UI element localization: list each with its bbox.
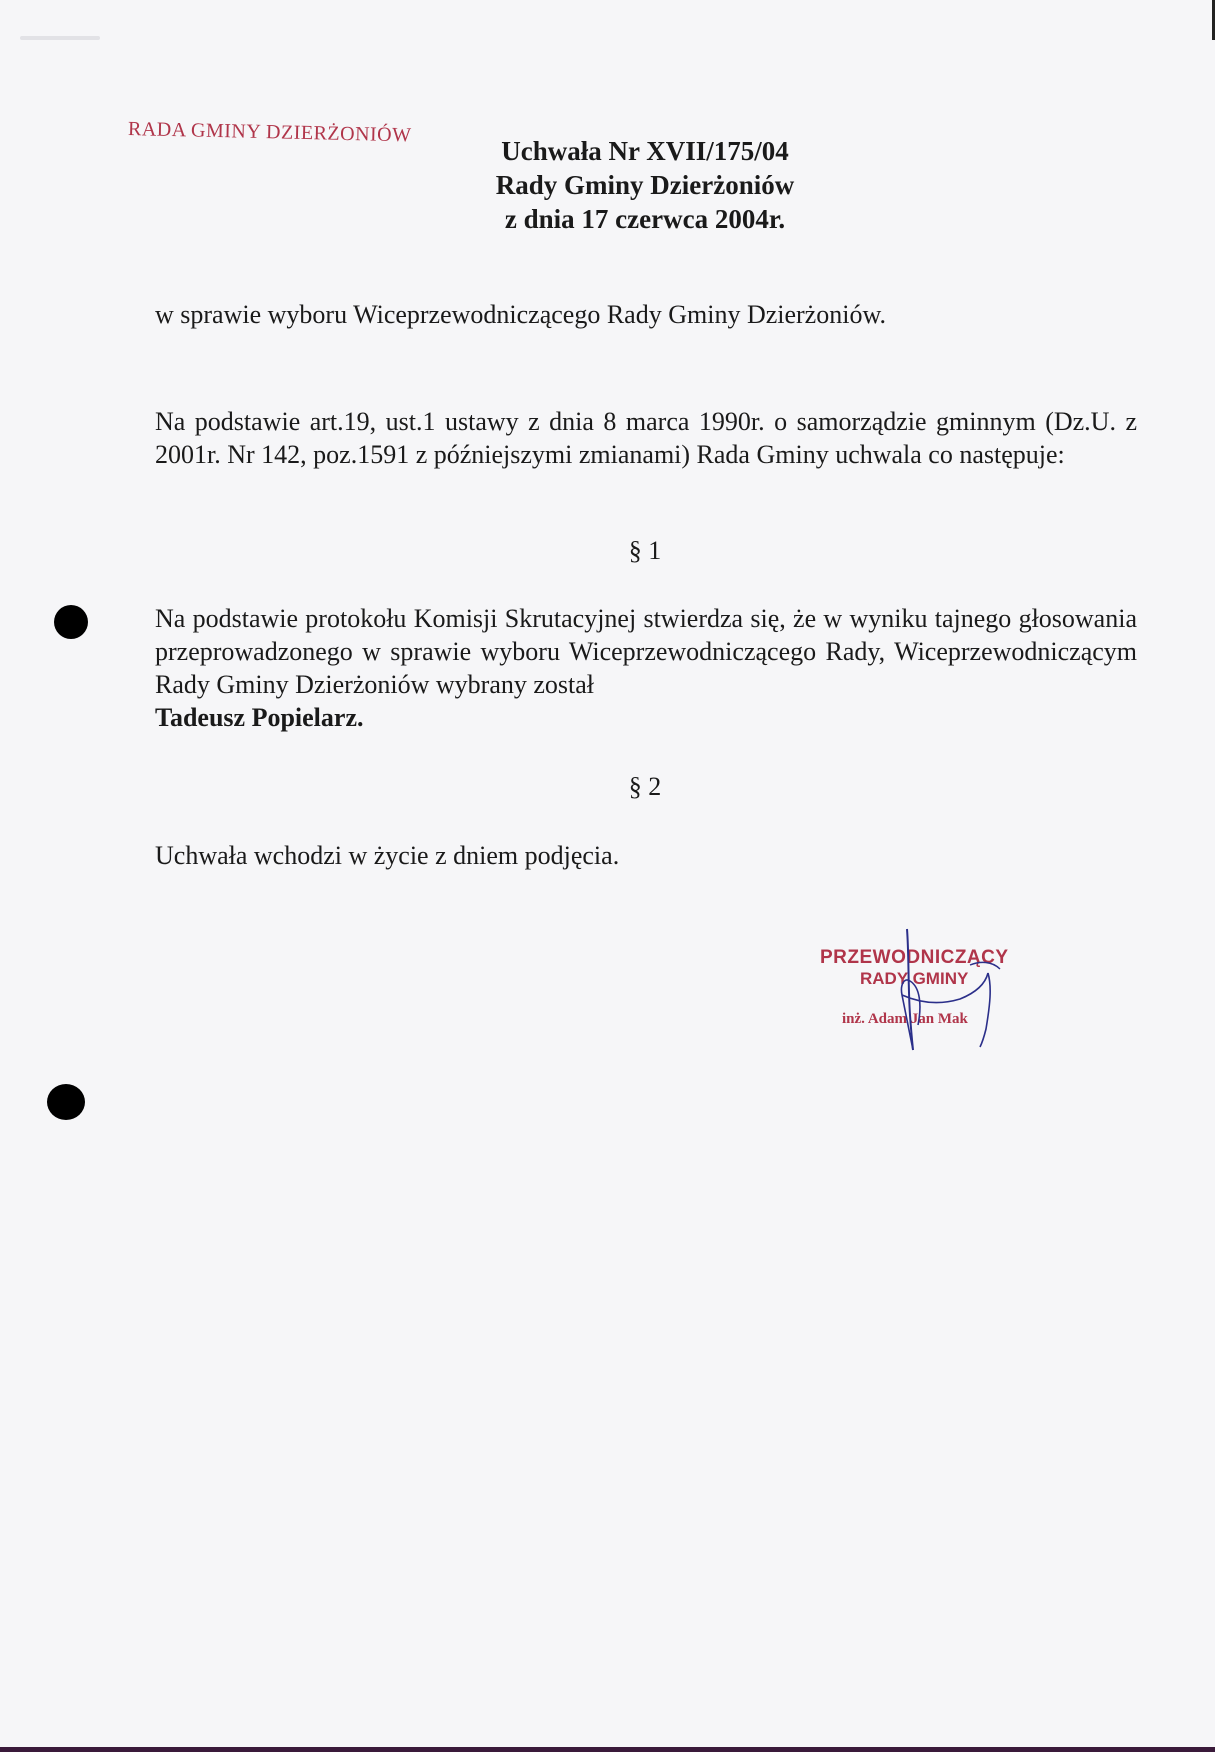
punch-hole [47, 1084, 85, 1120]
section-1-paragraph [155, 602, 1137, 734]
section-2-mark: § 2 [628, 772, 662, 801]
section-1-mark: § 1 [628, 536, 662, 565]
stamp-title: PRZEWODNICZĄCY [820, 947, 1009, 968]
title-line-date: z dnia 17 czerwca 2004r. [504, 204, 786, 234]
header-stamp: RADA GMINY DZIERŻONIÓW [127, 118, 412, 147]
stamp-name: inż. Adam Jan Mak [842, 1011, 968, 1027]
section-2-paragraph: Uchwała wchodzi w życie z dniem podjęcia. [155, 841, 620, 870]
title-line-council: Rady Gminy Dzierżoniów [495, 170, 795, 200]
resolution-title [400, 134, 890, 236]
resolution-subject: w sprawie wyboru Wiceprzewodniczącego Rady Gminy Dzierżoniów. [155, 300, 887, 329]
scan-edge-bottom [0, 1747, 1215, 1752]
title-line-number: Uchwała Nr XVII/175/04 [501, 136, 789, 166]
handwritten-signature [810, 925, 1070, 1055]
section-1-text: Na podstawie protokołu Komisji Skrutacyjnej stwierdza się, że w wyniku tajnego głosowania przeprowadzonego w sprawie wyboru Wiceprzewodniczącego Rady, Wiceprzewodniczącym Rady Gminy Dzierżoniów wybrany został [155, 604, 1137, 699]
chairman-signature-stamp [810, 925, 1070, 1055]
scan-smudge [20, 36, 100, 40]
punch-hole [54, 605, 88, 639]
elected-person-name: Tadeusz Popielarz. [155, 703, 364, 732]
legal-basis-paragraph: Na podstawie art.19, ust.1 ustawy z dnia 8 marca 1990r. o samorządzie gminnym (Dz.U. z 2001r. Nr 142, poz.1591 z późniejszymi zmianami) Rada Gminy uchwala co następuje: [155, 407, 1137, 469]
stamp-council: RADY GMINY [860, 969, 969, 988]
